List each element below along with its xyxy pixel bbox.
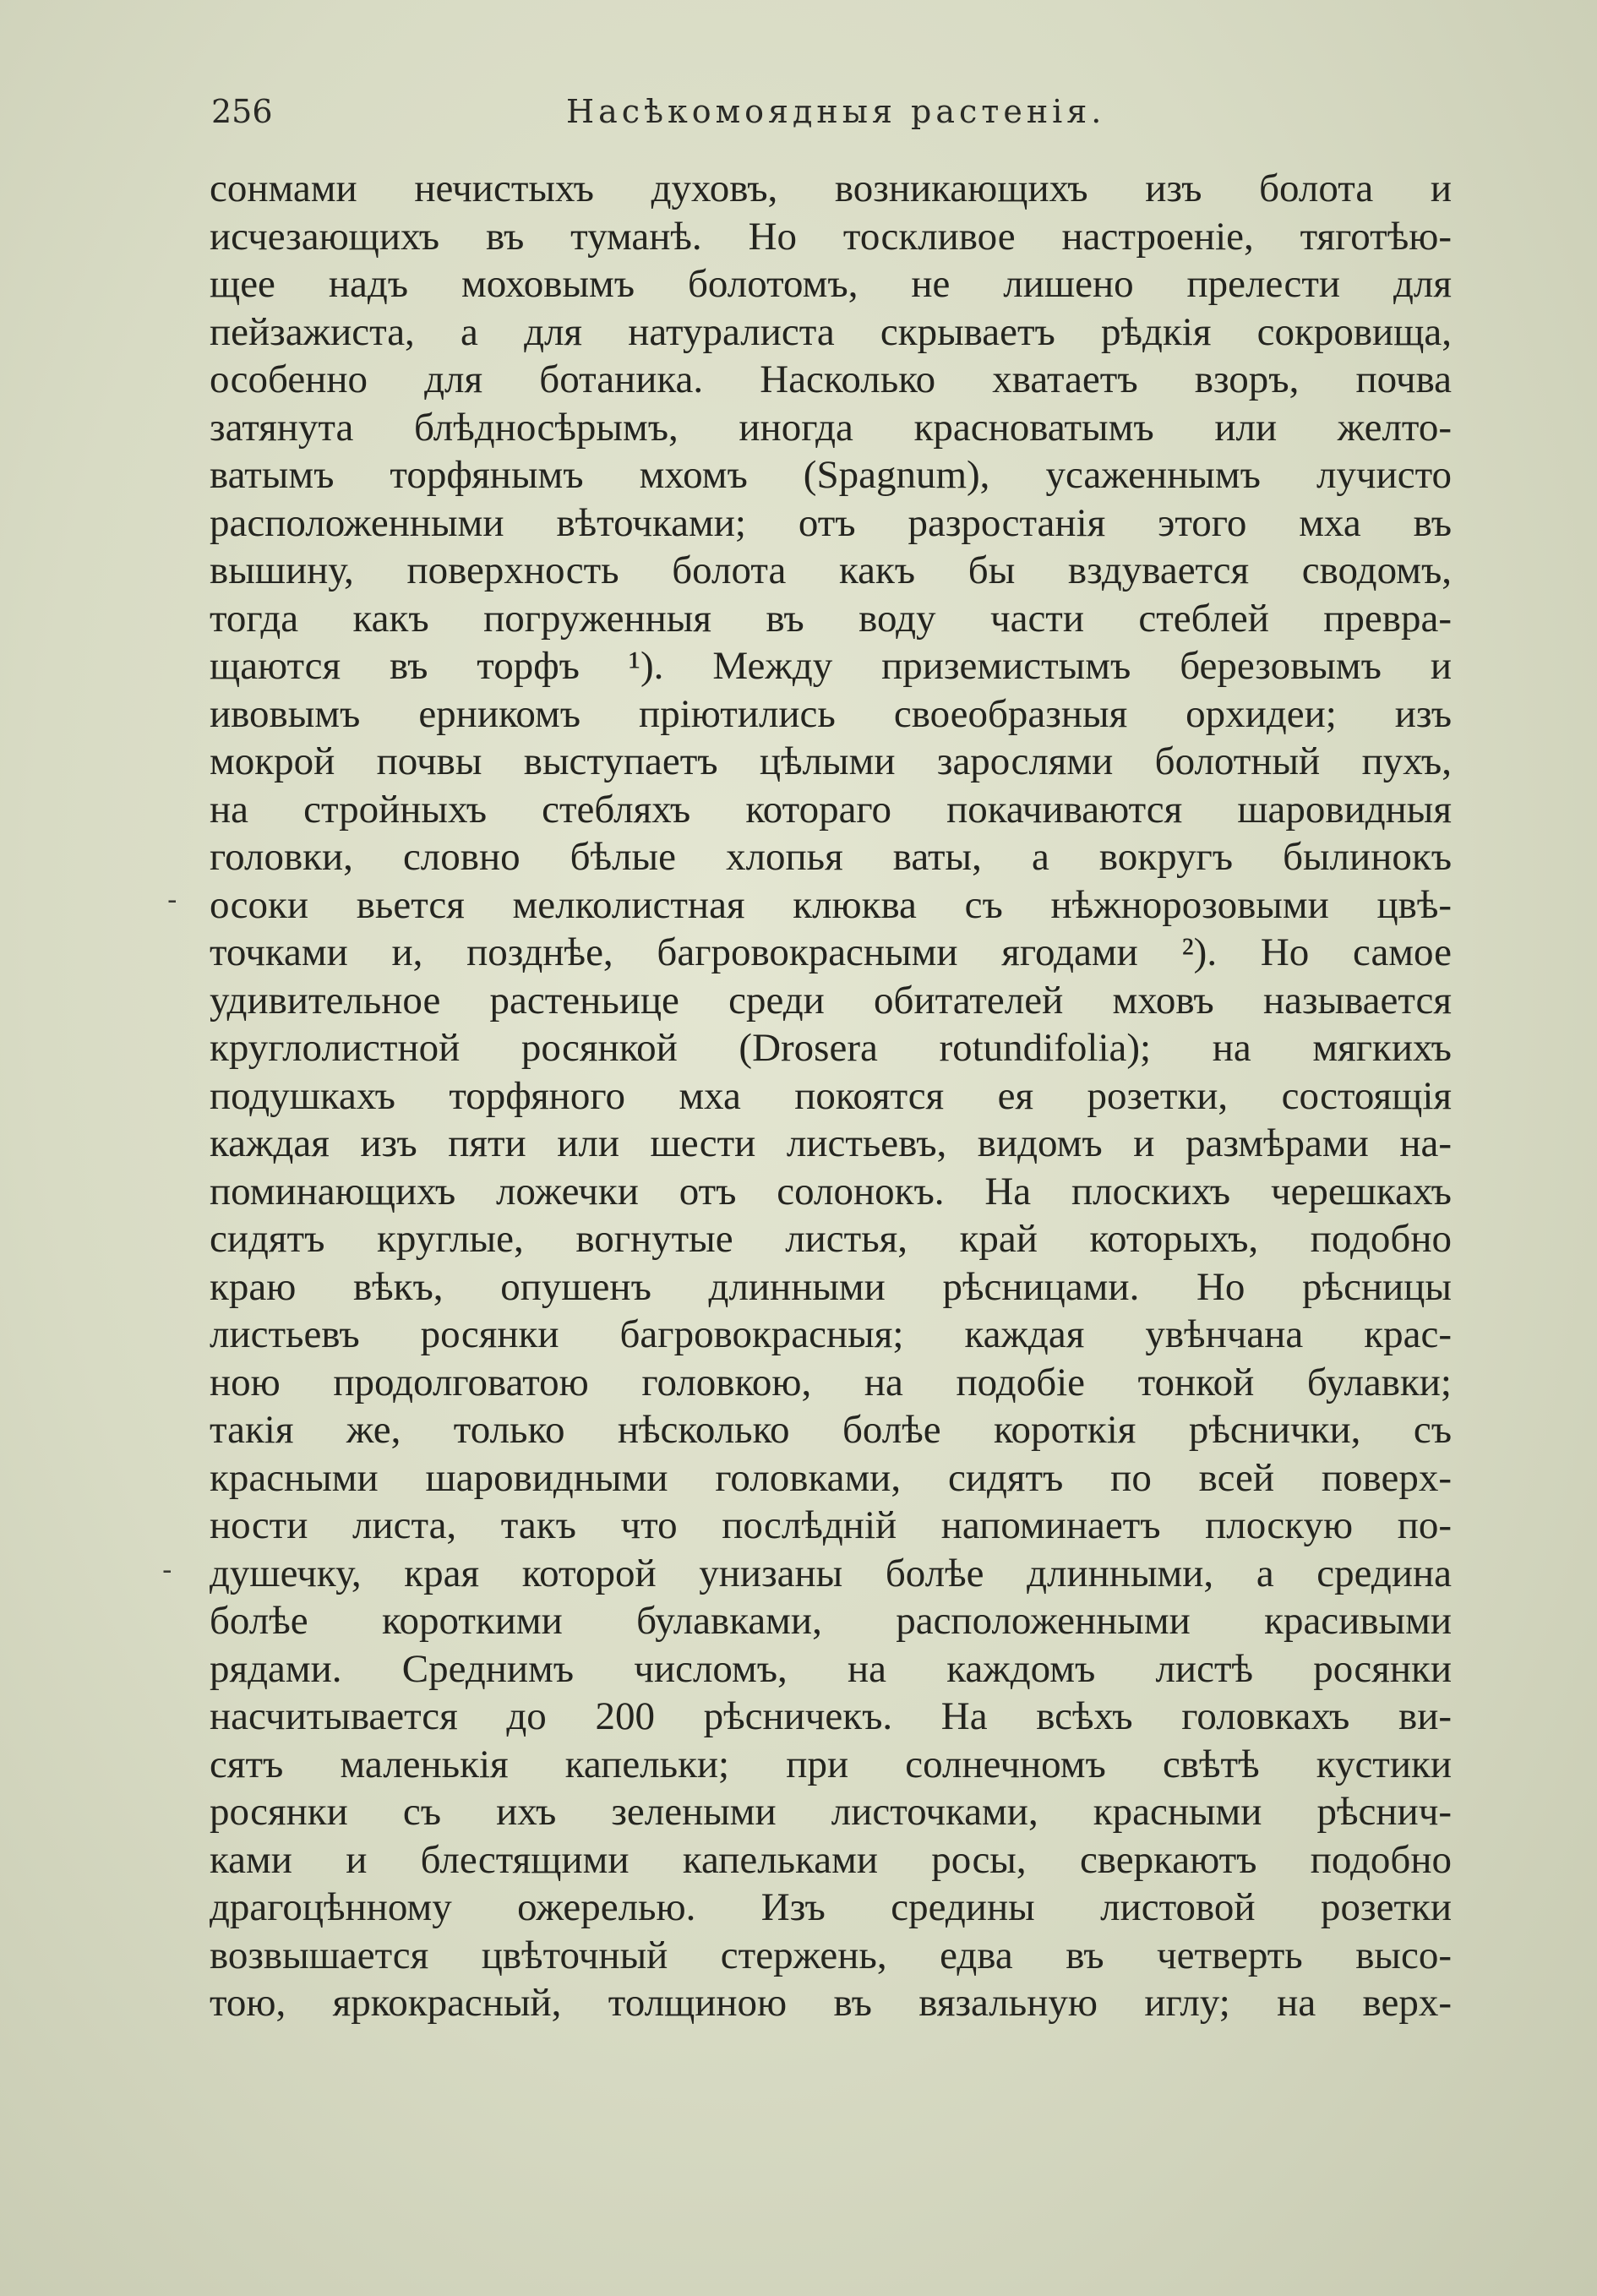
margin-mark: - [162, 1553, 172, 1587]
text-line: тою, яркокрасный, толщиною въ вязальную иглу; на верх- [210, 1981, 1452, 2025]
text-line: затянута блѣдносѣрымъ, иногда красноватымъ или желто- [210, 405, 1452, 450]
text-line: расположенными вѣточками; отъ разростанія этого мха въ [210, 500, 1452, 545]
text-line: щаются въ торфъ ¹). Между приземистымъ березовымъ и [210, 644, 1452, 688]
text-line: болѣе короткими булавками, расположенными красивыми [210, 1599, 1452, 1643]
text-line: круглолистной росянкой (Drosera rotundifolia); на мягкихъ [210, 1026, 1452, 1070]
text-line: возвышается цвѣточный стержень, едва въ четверть высо- [210, 1933, 1452, 1977]
text-line: насчитывается до 200 рѣсничекъ. На всѣхъ головкахъ ви- [210, 1694, 1452, 1738]
text-line: на стройныхъ стебляхъ котораго покачиваются шаровидныя [210, 787, 1452, 832]
text-line: точками и, позднѣе, багровокрасными ягодами ²). Но самое [210, 930, 1452, 974]
body-text [210, 165, 1452, 2027]
text-line: душечку, края которой унизаны болѣе длинными, а средина [210, 1551, 1452, 1595]
text-line: такія же, только нѣсколько болѣе короткія рѣснички, съ [210, 1408, 1452, 1452]
text-line: пейзажиста, а для натуралиста скрываетъ рѣдкія сокровища, [210, 309, 1452, 354]
text-line: краю вѣкъ, опушенъ длинными рѣсницами. Но рѣсницы [210, 1264, 1452, 1309]
text-line: щее надъ моховымъ болотомъ, не лишено прелести для [210, 262, 1452, 306]
text-line: мокрой почвы выступаетъ цѣлыми зарослями болотный пухъ, [210, 739, 1452, 783]
page-number: 256 [211, 93, 273, 130]
text-line: ною продолговатою головкою, на подобіе тонкой булавки; [210, 1360, 1452, 1404]
text-line: сонмами нечистыхъ духовъ, возникающихъ изъ болота и [210, 166, 1452, 210]
text-line: росянки съ ихъ зелеными листочками, красными рѣснич- [210, 1790, 1452, 1834]
text-line: ивовымъ ерникомъ пріютились своеобразныя орхидеи; изъ [210, 691, 1452, 736]
text-line: подушкахъ торфяного мха покоятся ея розетки, состоящія [210, 1073, 1452, 1118]
text-line: листьевъ росянки багровокрасныя; каждая увѣнчана крас- [210, 1312, 1452, 1356]
text-line: удивительное растеньице среди обитателей мховъ называется [210, 978, 1452, 1023]
text-line: осоки вьется мелколистная клюква съ нѣжнорозовыми цвѣ- [210, 882, 1452, 927]
margin-mark: - [167, 883, 177, 917]
running-title: Насѣкомоядныя растенія. [566, 93, 1106, 130]
text-line: красными шаровидными головками, сидятъ по всей поверх- [210, 1455, 1452, 1500]
text-line: ности листа, такъ что послѣдній напоминаетъ плоскую по- [210, 1503, 1452, 1547]
page-header [211, 93, 1453, 144]
text-line: рядами. Среднимъ числомъ, на каждомъ листѣ росянки [210, 1646, 1452, 1691]
text-line: ками и блестящими капельками росы, сверкаютъ подобно [210, 1837, 1452, 1882]
text-line: исчезающихъ въ туманѣ. Но тоскливое настроеніе, тяготѣю- [210, 214, 1452, 259]
text-line: тогда какъ погруженныя въ воду части стеблей превра- [210, 596, 1452, 641]
text-line: драгоцѣнному ожерелью. Изъ средины листовой розетки [210, 1885, 1452, 1929]
text-line: особенно для ботаника. Насколько хватаетъ взоръ, почва [210, 357, 1452, 401]
text-line: головки, словно бѣлые хлопья ваты, а вокругъ былинокъ [210, 835, 1452, 879]
text-line: поминающихъ ложечки отъ солонокъ. На плоскихъ черешкахъ [210, 1169, 1452, 1213]
text-line: ватымъ торфянымъ мхомъ (Spagnum), усаженнымъ лучисто [210, 453, 1452, 497]
text-line: сятъ маленькія капельки; при солнечномъ свѣтѣ кустики [210, 1742, 1452, 1786]
text-line: каждая изъ пяти или шести листьевъ, видомъ и размѣрами на- [210, 1121, 1452, 1165]
text-line: вышину, поверхность болота какъ бы вздувается сводомъ, [210, 548, 1452, 592]
text-line: сидятъ круглые, вогнутые листья, край которыхъ, подобно [210, 1217, 1452, 1261]
